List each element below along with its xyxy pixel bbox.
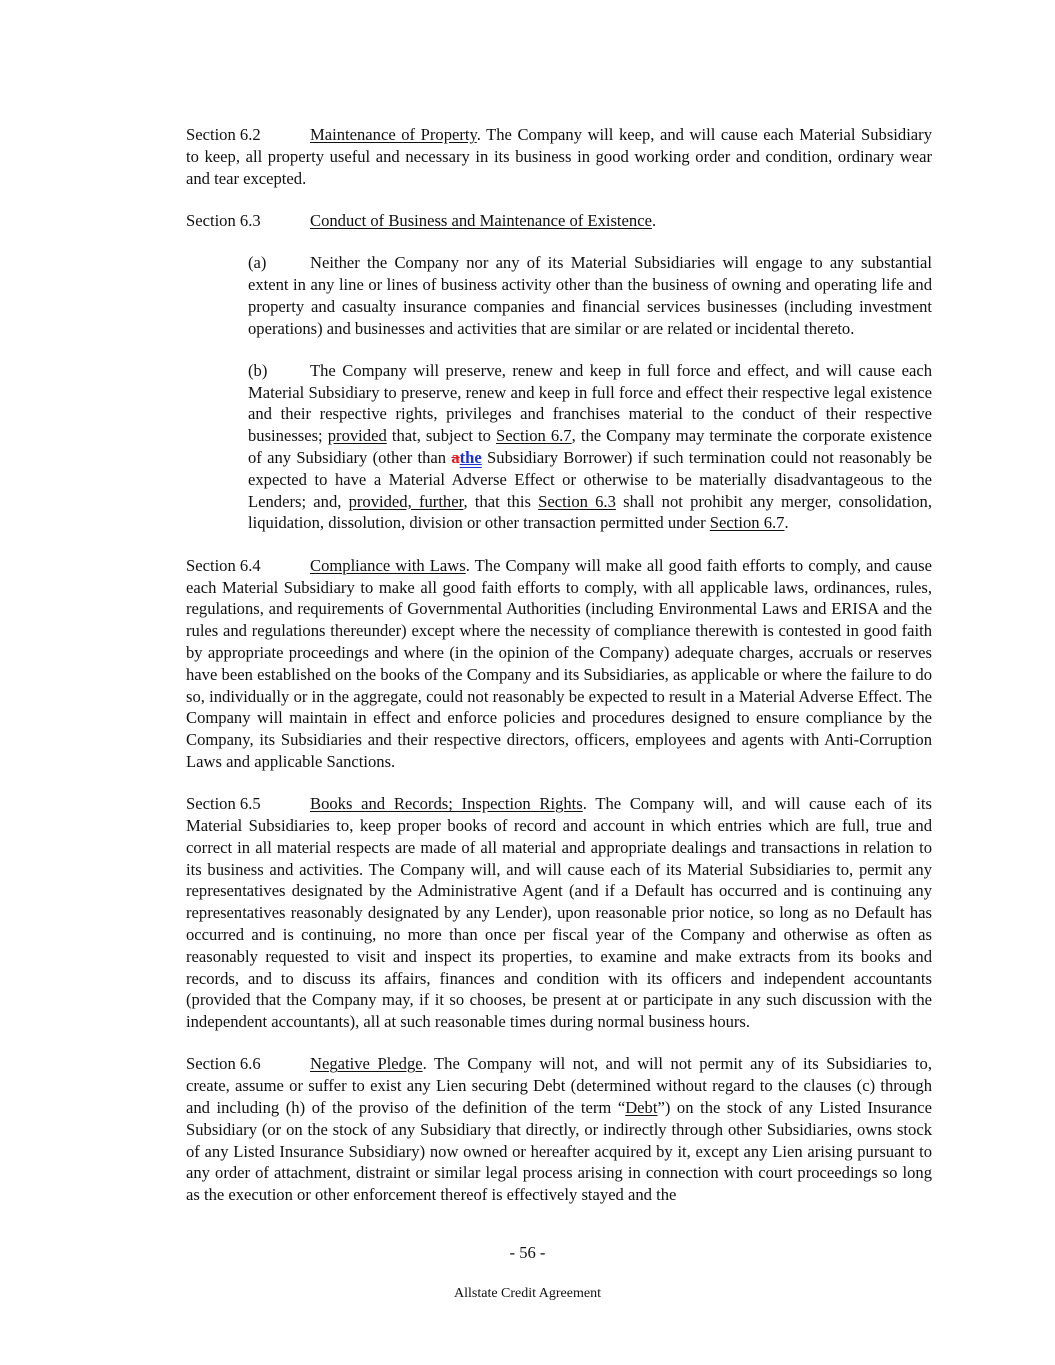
clause-label: (a) bbox=[248, 253, 267, 273]
section-number: Section 6.6 bbox=[186, 1054, 261, 1074]
section-number: Section 6.3 bbox=[186, 210, 261, 230]
section-title: Negative Pledge bbox=[310, 1054, 423, 1074]
section-6-4-paragraph bbox=[124, 555, 932, 773]
section-body: . The Company will keep, and will cause each Material Subsidiary to keep, all property useful and necessary in its business in good working order and condition, ordinary wear and tear excepted. bbox=[186, 125, 932, 188]
section-body: . The Company will, and will cause each of its Material Subsidiaries to, keep proper books of record and account in which entries which are full, true and correct in all material respects are made of all material and appropriate dealings and transactions in relation to its business and activities. The Company will, and will cause each of its Material Subsidiaries to, permit any representatives designated by the Administrative Agent (and if a Default has occurred and is continuing any representatives reasonably designated by any Lender), upon reasonable prior notice, so long as no Default has occurred and is continuing, no more than once per fiscal year of the Company and otherwise as often as reasonably requested to visit and inspect its properties, to examine and make extracts from its books and records, and to discuss its affairs, finances and condition with its officers and independent accountants (provided that the Company may, if it so chooses, be present at or participate in any such discussion with the independent accountants), all at such reasonable times during normal business hours. bbox=[186, 794, 932, 1032]
section-title: Conduct of Business and Maintenance of Existence bbox=[310, 210, 652, 230]
section-6-6-paragraph: Section 6.6 Negative Pledge. The Company will not, and will not permit any of its Subsidiaries to, create, assume or suffer to exist any Lien securing Debt (determined without regard to the clauses (c) through and including (h) of the proviso of the definition of the term “Debt”) on the stock of any Listed Insurance Subsidiary (or on the stock of any Subsidiary that directly, or indirectly through other Subsidiaries, owns stock of any Listed Insurance Subsidiary) now owned or hereafter acquired by it, except any Lien arising pursuant to any order of attachment, distraint or similar legal process arising in connection with court proceedings so long as the execution or other enforcement thereof is effectively stayed and the bbox=[186, 1054, 932, 1205]
section-6-3-a-paragraph bbox=[124, 252, 932, 339]
defined-term: provided bbox=[327, 426, 387, 446]
section-title: Books and Records; Inspection Rights bbox=[310, 794, 583, 814]
defined-term: provided, further bbox=[348, 491, 464, 511]
section-number: Section 6.4 bbox=[186, 555, 261, 575]
section-6-3-b-paragraph: (b) The Company will preserve, renew and keep in full force and effect, and will cause each Material Subsidiary to preserve, renew and keep in full force and effect their respective legal existence and their respective rights, privileges and franchises material to the conduct of their respective businesses; provided that, subject to Section 6.7, the Company may terminate the corporate existence of any Subsidiary (other than athe Subsidiary Borrower) if such termination could not reasonably be expected to have a Material Adverse Effect or otherwise to be materially disadvantageous to the Lenders; and, provided, further, that this Section 6.3 shall not prohibit any merger, consolidation, liquidation, dissolution, division or other transaction permitted under Section 6.7. bbox=[248, 360, 933, 533]
clause-label: (b) bbox=[248, 360, 268, 380]
inserted-text: the bbox=[459, 448, 482, 468]
document-page bbox=[124, 124, 932, 1227]
defined-term: Debt bbox=[625, 1098, 658, 1118]
cross-reference: Section 6.7 bbox=[496, 426, 572, 446]
deleted-text: a bbox=[451, 448, 460, 468]
section-number: Section 6.5 bbox=[186, 794, 261, 814]
section-title: Compliance with Laws bbox=[310, 555, 466, 575]
clause-body: Neither the Company nor any of its Material Subsidiaries will engage to any substantial extent in any line or lines of business activity other than the business of owning and operating life and property and casualty insurance companies and financial services businesses (including investment operations) and businesses and activities that are similar or are related or incidental thereto. bbox=[248, 253, 932, 338]
section-body: . The Company will make all good faith efforts to comply, and cause each Material Subsidiary to make all good faith efforts to comply, with all applicable laws, ordinances, rules, regulations, and requirements of Governmental Authorities (including Environmental Laws and ERISA and the rules and regulations thereunder) except where the necessity of compliance therewith is contested in good faith by appropriate proceedings and where (in the opinion of the Company) adequate charges, accruals or reserves have been established on the books of the Company and its Subsidiaries, as applicable or where the failure to do so, individually or in the aggregate, could not reasonably be expected to result in a Material Adverse Effect. The Company will maintain in effect and enforce policies and procedures designed to ensure compliance by the Company, its Subsidiaries and their respective directors, officers, employees and agents with Anti-Corruption Laws and applicable Sanctions. bbox=[186, 555, 933, 771]
page-number: - 56 - bbox=[509, 1243, 546, 1262]
section-6-3-heading: Section 6.3 Conduct of Business and Maintenance of Existence. bbox=[186, 210, 657, 230]
section-6-2-paragraph bbox=[124, 124, 932, 189]
section-title: Maintenance of Property bbox=[310, 125, 477, 144]
page-footer: Allstate Credit Agreement bbox=[454, 1286, 601, 1301]
section-6-5-paragraph bbox=[124, 793, 932, 1033]
cross-reference: Section 6.3 bbox=[538, 491, 616, 511]
cross-reference: Section 6.7 bbox=[709, 513, 785, 533]
section-number: Section 6.2 bbox=[186, 125, 261, 144]
